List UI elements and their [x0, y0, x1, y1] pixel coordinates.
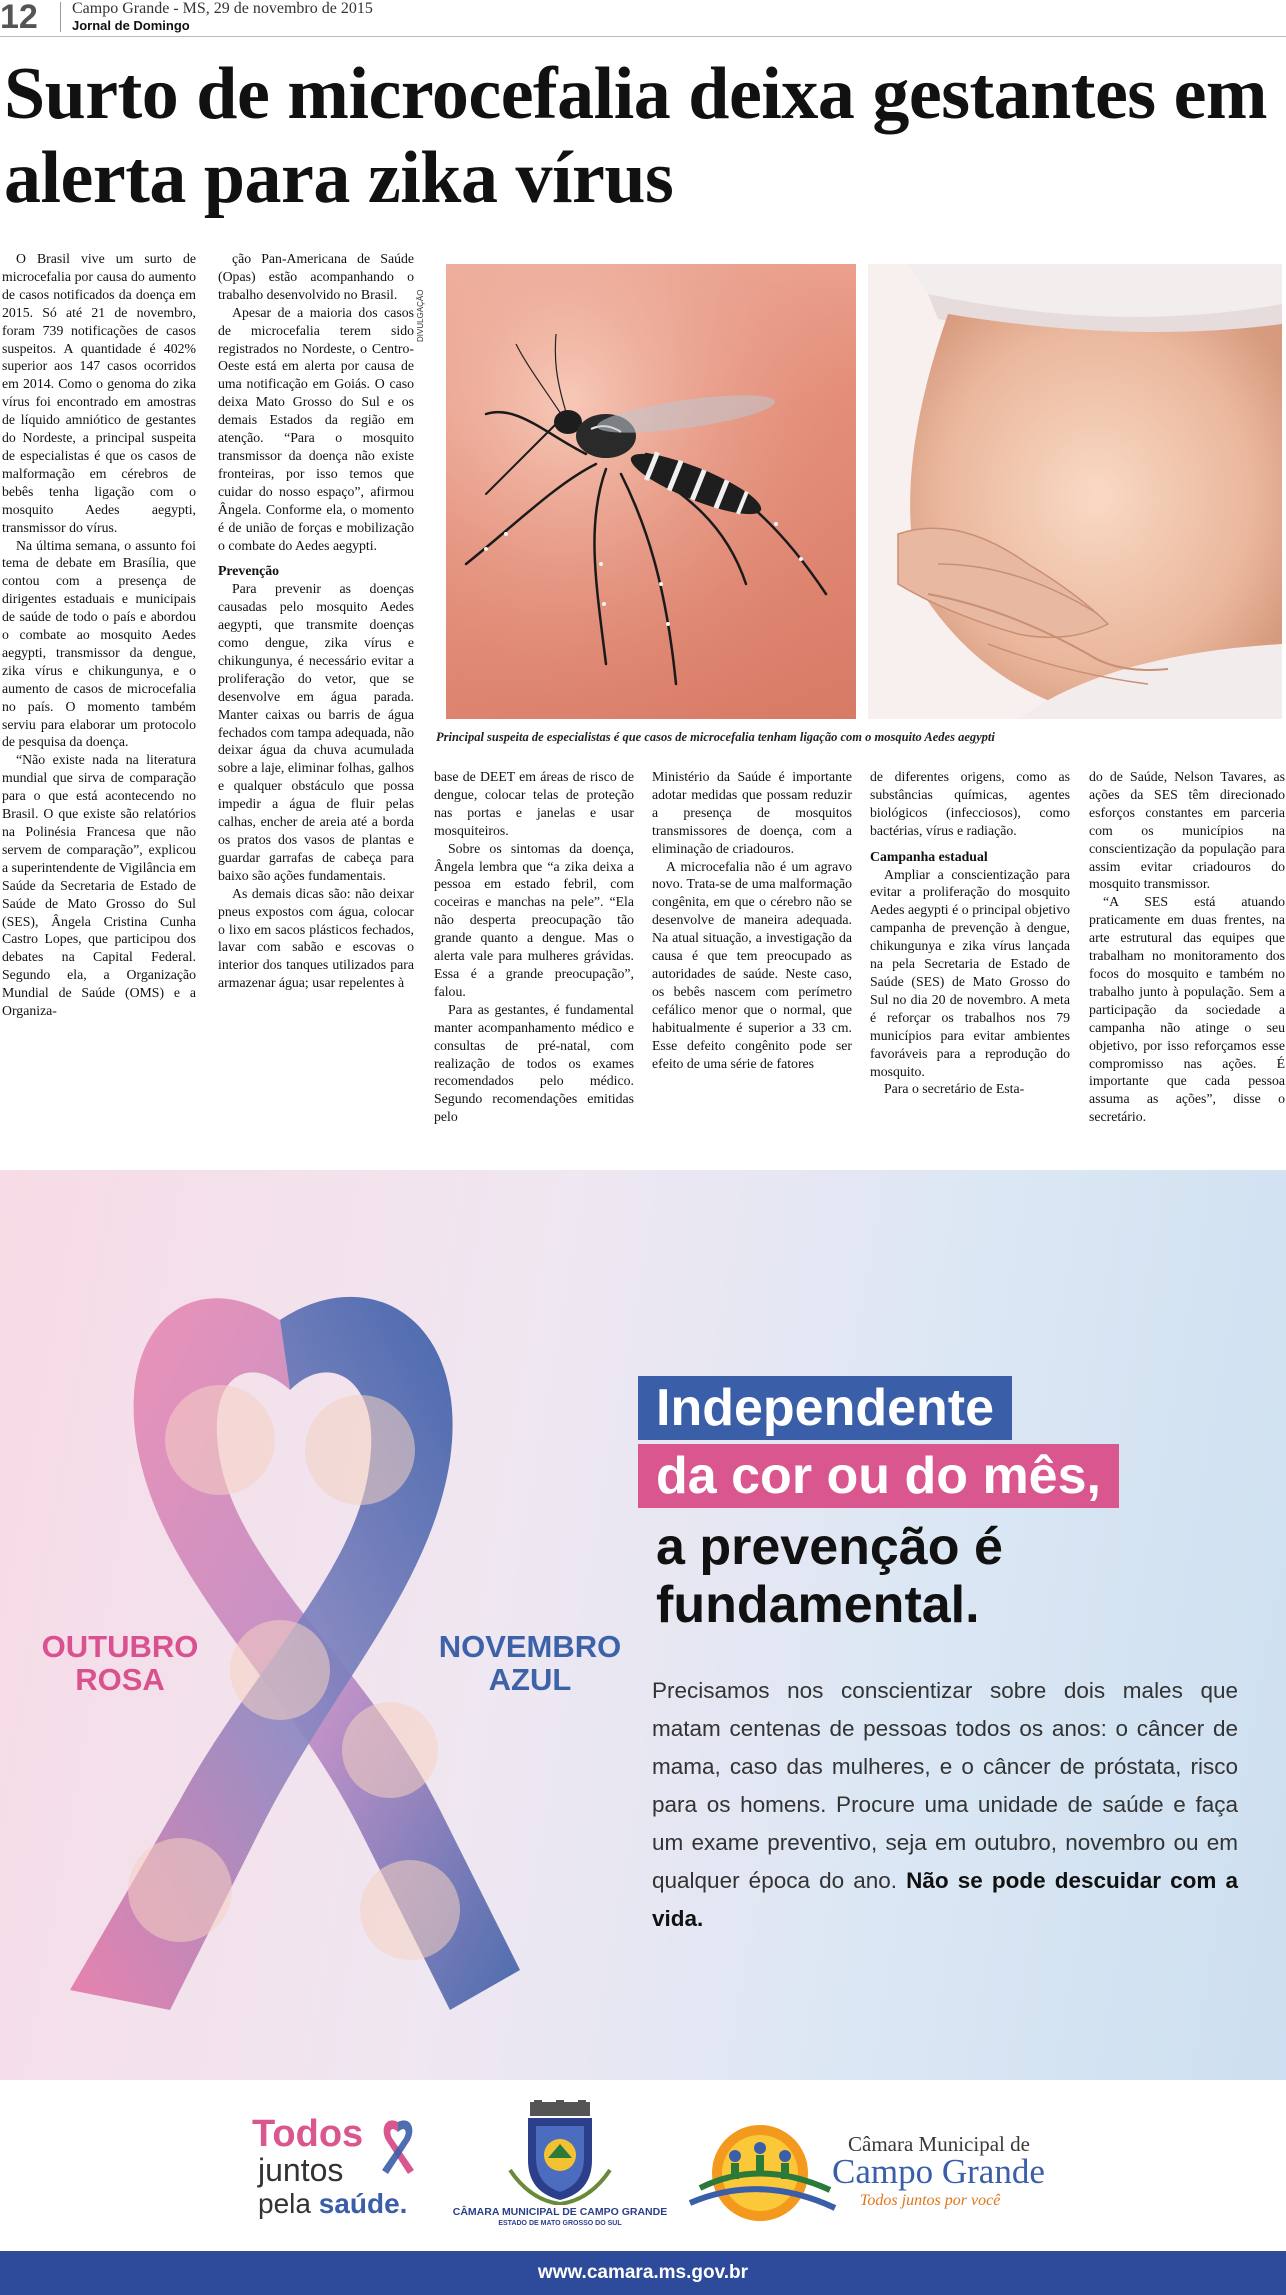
website-url-link[interactable]: www.camara.ms.gov.br	[0, 2251, 1286, 2295]
ad-headline-line-2: da cor ou do mês,	[638, 1444, 1119, 1508]
ad-body: Precisamos nos conscientizar sobre dois males que matam centenas de pessoas todos os anos: o câncer de mama, caso das mulheres, e o câncer de próstata, risco para os homens. Procure uma unidade de saúde e faça um exame preventivo, seja em outubro, novembro ou em qualquer época do ano.	[652, 1678, 1238, 1893]
paragraph: “Não existe nada na literatura mundial que sirva de comparação para o que está acontecendo no Brasil. O que existe são relatórios na Polinésia Francesa que não servem de comparação”, explicou a superintendente de Vigilância em Saúde da Secretaria de Estado de Saúde de Mato Grosso do Sul (SES), Ângela Cristina Cunha Castro Lopes, que participou dos debates na Capital Federal. Segundo ela, a Organização Mundial de Saúde (OMS) e a Organiza-	[2, 752, 196, 1019]
municipal-crest-icon	[500, 2100, 620, 2205]
subheading-campanha: Campanha estadual	[870, 848, 988, 864]
camara-line-2: Campo Grande	[832, 2152, 1045, 2191]
paragraph: de diferentes origens, como as substâncias químicas, agentes biológicos (infecciosos), como bactérias, vírus e radiação.	[870, 769, 1070, 838]
paragraph: Na última semana, o assunto foi tema de debate em Brasília, que contou com a presença de dirigentes estaduais e municipais de saúde de todo o país e abordou o combate ao mosquito Aedes aegypti, transmissor da dengue, zika vírus e chikungunya, e o aumento de casos de microcefalia no país. O momento também serviu para elaborar um protocolo de pesquisa da doença.	[2, 537, 196, 750]
mosquito-illustration	[446, 264, 856, 719]
paragraph: Apesar de a maioria dos casos de microcefalia terem sido registrados no Nordeste, o Centro-Oeste está em alerta por causa de uma notificação em Goiás. O caso deixa Mato Grosso do Sul e os demais Estados da região em atenção. “Para o mosquito transmissor da doença não existe fronteiras, por isso temos que cuidar do nosso espaço”, afirmou Ângela. Conforme ela, o momento é de união de forças e mobilização o combate do Aedes aegypti.	[218, 304, 414, 553]
juntos-label: juntos	[258, 2152, 344, 2188]
outubro-rosa-label	[20, 1630, 220, 1696]
camara-slogan: Todos juntos por você	[860, 2192, 1001, 2209]
paragraph: Para o secretário de Esta-	[884, 1081, 1025, 1097]
article-column-5	[870, 768, 1070, 1138]
ad-body-bold: Não se pode descuidar com a vida.	[652, 1868, 1238, 1931]
paragraph: As demais dicas são: não deixar pneus expostos com água, colocar o lixo em sacos plásticos fechados, lavar com sabão e escovas o interior dos tanques utilizados para armazenar água; usar repelentes à	[218, 885, 414, 991]
paragraph: O Brasil vive um surto de microcefalia por causa do aumento de casos notificados da doença em 2015. Só até 21 de novembro, foram 739 notificações de casos suspeitos. A quantidade é 402% superior aos 147 casos ocorridos em 2014. Como o genoma do zika vírus foi encontrado em amostras de líquido amniótico de gestantes do Nordeste, a principal suspeita de especialistas é que os casos de malformação em cérebros de bebês tenha ligação com o mosquito Aedes aegypti, transmissor do vírus.	[2, 251, 196, 535]
outubro-label: OUTUBRO	[41, 1629, 199, 1664]
azul-label: AZUL	[488, 1662, 572, 1697]
photo-credit: DIVULGAÇÃO	[416, 289, 425, 342]
article-column-1	[2, 250, 196, 1130]
mosquito-photo	[446, 264, 856, 719]
saude-text: saúde.	[318, 2188, 408, 2219]
pregnant-belly-illustration	[868, 264, 1282, 719]
rosa-label: ROSA	[75, 1662, 165, 1697]
paragraph: ção Pan-Americana de Saúde (Opas) estão acompanhando o trabalho desenvolvido no Brasil.	[218, 251, 414, 302]
mini-ribbon-icon	[378, 2118, 418, 2178]
todos-label: Todos	[252, 2113, 364, 2155]
camara-line-1: Câmara Municipal de	[848, 2132, 1030, 2156]
ad-headline-line-1: Independente	[638, 1376, 1012, 1440]
pregnant-belly-photo	[868, 264, 1282, 719]
paragraph: Para as gestantes, é fundamental manter acompanhamento médico e consultas de pré-natal, com realização de todos os exames recomendados pelo médico. Segundo recomendações emitidas pelo	[434, 1001, 634, 1125]
article-column-2	[218, 250, 414, 1130]
article-column-3	[434, 768, 634, 1138]
paragraph: Para prevenir as doenças causadas pelo mosquito Aedes aegypti, que transmite doenças como dengue, zika vírus e chikungunya, é necessário evitar a proliferação do vetor, que se desenvolve em água parada. Manter caixas ou barris de água fechados com tampa adequada, não deixar água da chuva acumulada sobre a laje, eliminar folhas, galhos e qualquer obstáculo que possa impedir a água de fluir pelas calhas, encher de areia até a borda os pratos dos vasos de plantas e guardar garrafas de cabeça para baixo são ações fundamentais.	[218, 581, 414, 883]
header-rule	[0, 36, 1286, 37]
paragraph: base de DEET em áreas de risco de dengue, colocar telas de proteção nas portas e janelas e usar mosquiteiros.	[434, 769, 634, 838]
paragraph: A microcefalia não é um agravo novo. Trata-se de uma malformação congênita, em que o cérebro não se desenvolve de maneira adequada. Na atual situação, a investigação da causa é que tem preocupado as autoridades de saúde. Neste caso, os bebês nascem com perímetro cefálico menor que o normal, que habitualmente é superior a 33 cm. Esse defeito congênito pode ser efeito de uma série de fatores	[652, 858, 852, 1071]
novembro-label: NOVEMBRO	[438, 1629, 622, 1664]
paragraph: “A SES está atuando praticamente em duas frentes, na arte estrutural das equipes que trabalham no monitoramento dos focos do mosquito e também no trabalho junto à população. Sem a participação da sociedade a campanha não atinge o seu objetivo, por isso reforçamos esse compromisso nas ações. É importante que cada pessoa assuma as ações”, disse o secretário.	[1089, 894, 1285, 1125]
paragraph: do de Saúde, Nelson Tavares, as ações da SES têm direcionado esforços constantes em parceria com os municípios na conscientização da população para assim evitar criadouros do mosquito transmissor.	[1089, 769, 1285, 892]
paragraph: Sobre os sintomas da doença, Ângela lembra que “a zika deixa a pessoa em estado febril, com coceiras e manchas na pele”. “Ela não desperta preocupação tão grande quanto a dengue. Mas o alerta vale para mulheres grávidas. Essa é a grande preocupação”, falou.	[434, 840, 634, 999]
paragraph: Ampliar a conscientização para evitar a proliferação do mosquito Aedes aegypti é o principal objetivo campanha de prevenção à dengue, chikungunya e zika vírus lançada na pela Secretaria de Estado de Saúde (SES) de Mato Grosso do Sul no dia 20 de novembro. A meta é reforçar os trabalhos nos 79 municípios para evitar ambientes favoráveis para a reprodução do mosquito.	[870, 866, 1070, 1079]
paragraph: Ministério da Saúde é importante adotar medidas que possam reduzir a presença de mosquitos transmissores de doença, com a eliminação de criadouros.	[652, 769, 852, 856]
novembro-azul-label	[430, 1630, 630, 1696]
ad-body-text	[652, 1672, 1238, 1938]
article-column-4	[652, 768, 852, 1138]
page-number: 12	[0, 0, 38, 36]
crest-subcaption: ESTADO DE MATO GROSSO DO SUL	[498, 2220, 622, 2227]
header-divider	[60, 2, 61, 32]
article-column-6	[1089, 768, 1285, 1138]
pela-saude-label	[258, 2187, 407, 2221]
publication-name: Jornal de Domingo	[72, 18, 190, 33]
camara-logo-icon	[680, 2118, 840, 2228]
article-headline: Surto de microcefalia deixa gestantes em alerta para zika vírus	[4, 53, 1268, 219]
crest-caption: CÂMARA MUNICIPAL DE CAMPO GRANDE	[452, 2206, 668, 2218]
pela-text: pela	[258, 2188, 319, 2219]
subheading-prevencao: Prevenção	[218, 563, 280, 579]
dateline: Campo Grande - MS, 29 de novembro de 2015	[72, 0, 373, 17]
ad-headline-line-3: a prevenção é fundamental.	[656, 1518, 1003, 1634]
photo-caption: Principal suspeita de especialistas é que casos de microcefalia tenham ligação com o mosquito Aedes aegypti	[436, 730, 995, 744]
